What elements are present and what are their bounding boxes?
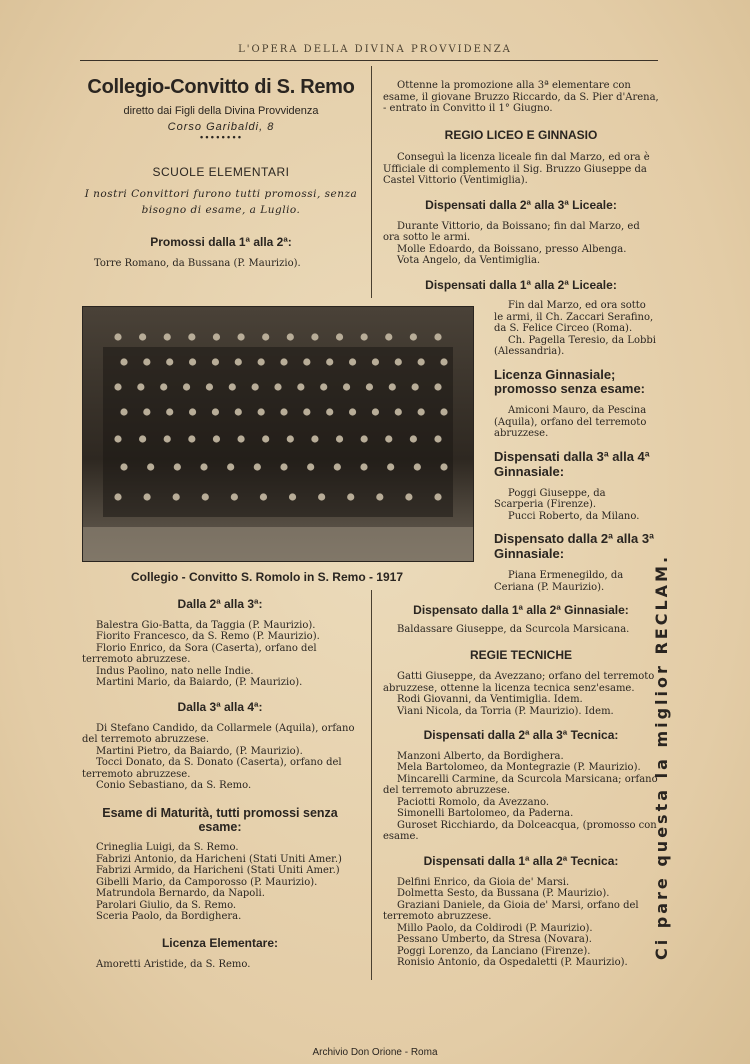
column-rule-bottom (371, 590, 372, 980)
list-item: Crineglia Luigi, da S. Remo. (96, 842, 239, 854)
photo-face (307, 463, 314, 470)
masthead-title: Collegio-Convitto di S. Remo (87, 76, 355, 98)
photo-face (166, 408, 173, 415)
photo-face (143, 408, 150, 415)
heading-1-2-ginnasiale: Dispensato dalla 1ª alla 2ª Ginnasiale: (413, 603, 629, 617)
photo-face (139, 333, 146, 340)
photo-face (252, 383, 259, 390)
list-item: Fabrizi Armido, da Haricheni (Stati Uniti Amer.) (96, 865, 340, 877)
photo-face (347, 493, 354, 500)
photo-face (303, 408, 310, 415)
left-column-bottom (82, 598, 358, 970)
list-item: Amoretti Aristide, da S. Remo. (96, 958, 251, 970)
list-item: Indus Paolino, nato nelle Indie. (96, 665, 254, 677)
list-item: Mincarelli Carmine, da Scurcola Marsicana; orfano del terremoto abruzzese. (383, 773, 658, 797)
photo-face (114, 435, 121, 442)
photo-face (280, 408, 287, 415)
photo-face (274, 383, 281, 390)
heading-licenza-ginnasiale: Licenza Ginnasiale; promosso senza esame: (494, 366, 646, 397)
list-item: Dolmetta Sesto, da Bussana (P. Maurizio). (397, 888, 610, 900)
list-item: Graziani Daniele, da Gioia de' Marsi, orfano del terremoto abruzzese. (383, 899, 639, 923)
top-rule (80, 60, 658, 61)
photo-face (114, 383, 121, 390)
photo-face (336, 435, 343, 442)
heading-1-2-tecnica: Dispensati dalla 1ª alla 2ª Tecnica: (423, 853, 619, 868)
list-item: Poggi Lorenzo, da Lanciano (Firenze). (397, 945, 591, 957)
photo-face (434, 383, 441, 390)
list-2-3 (82, 620, 358, 689)
list-item: Florio Enrico, da Sora (Caserta), orfano del terremoto abruzzese. (82, 642, 317, 666)
heading-regie-tecniche: REGIE TECNICHE (469, 648, 572, 663)
photo-face (237, 333, 244, 340)
list-item: Vota Angelo, da Ventimiglia. (397, 255, 541, 267)
photo-face (164, 435, 171, 442)
photo-face (343, 383, 350, 390)
photo-face (139, 435, 146, 442)
photo-face (147, 463, 154, 470)
group-photo-illustration (83, 307, 473, 561)
heading-3-4-ginnasiale: Dispensati dalla 3ª alla 4ª Ginnasiale: (494, 448, 650, 479)
list-item: Tocci Donato, da S. Donato (Caserta), orfano del terremoto abruzzese. (82, 757, 342, 780)
photo-face (326, 358, 333, 365)
list-item: Di Stefano Candido, da Collarmele (Aquila), orfano del terremoto abruzzese. (82, 722, 355, 746)
heading-3-4: Dalla 3ª alla 4ª: (177, 699, 263, 714)
photo-face (376, 493, 383, 500)
photo-caption: Collegio - Convitto S. Romolo in S. Remo - 1917 (130, 570, 404, 584)
left-column-top (80, 66, 362, 269)
photo-face (360, 463, 367, 470)
photo-face (418, 358, 425, 365)
photo-face (213, 435, 220, 442)
photo-face (440, 408, 447, 415)
heading-2-3-tecnica: Dispensati dalla 2ª alla 3ª Tecnica: (423, 728, 619, 743)
photo-face (418, 408, 425, 415)
footer-archive: Archivio Don Orione - Roma (312, 1047, 438, 1058)
photo-face (287, 333, 294, 340)
photo-face (410, 435, 417, 442)
photo-face (235, 358, 242, 365)
heading-2-3: Dalla 2ª alla 3ª: (177, 597, 263, 611)
photo-face (114, 493, 121, 500)
photo-face (311, 333, 318, 340)
photo-face (361, 333, 368, 340)
photo-face (410, 333, 417, 340)
list-item: Fabrizi Antonio, da Haricheni (Stati Uniti Amer.) (96, 853, 342, 865)
photo-face (414, 463, 421, 470)
photo-face (189, 358, 196, 365)
list-item: Piana Ermenegildo, da Ceriana (P. Maurizio). (494, 570, 624, 593)
photo-face (412, 383, 419, 390)
list-item: Guroset Ricchiardo, da Dolceacqua, (promosso con esame. (383, 819, 657, 843)
photo-face (237, 435, 244, 442)
list-item: Conio Sebastiano, da S. Remo. (96, 780, 252, 792)
photo-face (320, 383, 327, 390)
photo-face (229, 383, 236, 390)
photo-face (440, 463, 447, 470)
photo-face (166, 358, 173, 365)
photo-face (280, 358, 287, 365)
right-column-bottom (383, 604, 659, 969)
photo-face (372, 358, 379, 365)
photo-face (387, 463, 394, 470)
list-item: Mela Bartolomeo, da Montegrazie (P. Maurizio). (397, 762, 641, 774)
list-item: Viani Nicola, da Torria (P. Maurizio). Idem. (397, 705, 614, 717)
photo-face (349, 408, 356, 415)
heading-licenza-elementare: Licenza Elementare: (161, 935, 279, 950)
photo-face (189, 408, 196, 415)
photo-face (289, 493, 296, 500)
photo-face (366, 383, 373, 390)
side-banner: Ci pare questa la miglior RECLAM. (652, 553, 671, 960)
photo-face (227, 463, 234, 470)
list-item: Ch. Pagella Teresio, da Lobbi (Alessandria). (494, 334, 656, 357)
list-item: Martini Pietro, da Baiardo, (P. Maurizio). (96, 745, 303, 757)
list-item: Molle Edoardo, da Boissano, presso Albenga. (397, 243, 627, 255)
photo-face (385, 333, 392, 340)
photo-face (260, 493, 267, 500)
list-tecniche (383, 671, 659, 717)
photo-face (389, 383, 396, 390)
masthead-subtitle: diretto dai Figli della Divina Provvidenza (123, 105, 319, 117)
list-item: Ronisio Antonio, da Ospedaletti (P. Maurizio). (397, 957, 628, 969)
photo-face (440, 358, 447, 365)
photo-face (202, 493, 209, 500)
photo-face (395, 358, 402, 365)
right-column-narrow (494, 300, 658, 593)
heading-scuole-elementari: SCUOLE ELEMENTARI (152, 164, 290, 179)
photo-face (385, 435, 392, 442)
photo-face (405, 493, 412, 500)
list-maturita (82, 842, 358, 923)
list-item: Pucci Roberto, da Milano. (508, 510, 640, 522)
heading-promossi-1-2: Promossi dalla 1ª alla 2ª: (150, 234, 292, 249)
list-item: Rodi Giovanni, da Ventimiglia. Idem. (397, 694, 583, 706)
list-item: Gatti Giuseppe, da Avezzano; orfano del terremoto abruzzese, ottenne la licenza tecnica senz'esame. (383, 671, 655, 694)
photo-face (143, 358, 150, 365)
photo-face (287, 435, 294, 442)
photo-face (188, 333, 195, 340)
heading-2-3-liceale: Dispensati dalla 2ª alla 3ª Liceale: (425, 197, 617, 212)
list-item: Torre Romano, da Bussana (P. Maurizio). (94, 257, 301, 269)
photo-face (188, 435, 195, 442)
photo-face (212, 408, 219, 415)
photo-face (361, 435, 368, 442)
right-column-top (383, 66, 659, 292)
photo-face (235, 408, 242, 415)
group-photo (82, 306, 474, 562)
list-item: Martini Mario, da Baiardo, (P. Maurizio). (96, 677, 303, 689)
photo-face (262, 333, 269, 340)
masthead-address: Corso Garibaldi, 8 (167, 120, 275, 133)
photo-face (114, 333, 121, 340)
heading-regio-liceo: REGIO LICEO E GINNASIO (444, 127, 598, 142)
photo-face (303, 358, 310, 365)
list-item: Gibelli Mario, da Camporosso (P. Maurizio). (96, 876, 318, 888)
list-item: Millo Paolo, da Coldirodi (P. Maurizio). (397, 922, 593, 934)
ornament-divider: ∙∙∙∙∙∙∙∙ (199, 133, 243, 144)
list-item: Matrundola Bernardo, da Napoli. (96, 888, 265, 900)
photo-face (174, 463, 181, 470)
heading-maturita: Esame di Maturità, tutti promossi senza esame: (102, 805, 338, 834)
list-item: Sceria Paolo, da Bordighera. (96, 911, 242, 923)
photo-face (231, 493, 238, 500)
photo-face (183, 383, 190, 390)
photo-face (120, 408, 127, 415)
photo-face (173, 493, 180, 500)
photo-face (372, 408, 379, 415)
list-item: Amiconi Mauro, da Pescina (Aquila), orfano del terremoto abruzzese. (494, 405, 647, 440)
photo-face (143, 493, 150, 500)
heading-2-3-ginnasiale: Dispensato dalla 2ª alla 3ª Ginnasiale: (494, 531, 654, 562)
photo-face (206, 383, 213, 390)
list-3-4 (82, 723, 358, 792)
photo-face (212, 358, 219, 365)
photo-face (164, 333, 171, 340)
photo-face (326, 408, 333, 415)
list-item: Fin dal Marzo, ed ora sotto le armi, il Ch. Zaccari Serafino, da S. Felice Circeo (Roma). (494, 300, 654, 334)
list-item: Delfini Enrico, da Gioia de' Marsi. (397, 876, 570, 888)
photo-face (213, 333, 220, 340)
list-2-3-tecnica (383, 751, 659, 843)
photo-face (311, 435, 318, 442)
list-item: Baldassare Giuseppe, da Scurcola Marsicana. (397, 623, 630, 635)
photo-face (120, 463, 127, 470)
running-head: L'OPERA DELLA DIVINA PROVVIDENZA (238, 44, 512, 55)
photo-face (262, 435, 269, 442)
photo-face (336, 333, 343, 340)
intro-paragraph: Ottenne la promozione alla 3ª elementare con esame, il giovane Bruzzo Riccardo, da S. Pier d'Arena, - entrato in Convitto il 1° Giugno. (383, 80, 659, 114)
photo-face (200, 463, 207, 470)
photo-face (434, 493, 441, 500)
list-1-2-tecnica (383, 877, 659, 969)
list-item: Durante Vittorio, da Boissano; fin dal Marzo, ed ora sotto le armi. (383, 220, 640, 244)
list-item: Poggi Giuseppe, da Scarperia (Firenze). (494, 487, 606, 511)
photo-face (395, 408, 402, 415)
photo-face (160, 383, 167, 390)
photo-face (254, 463, 261, 470)
photo-face (318, 493, 325, 500)
photo-face (434, 333, 441, 340)
list-item: Simonelli Bartolomeo, da Paderna. (397, 808, 574, 820)
note-promossi-luglio: I nostri Convittori furono tutti promossi, senza bisogno di esame, a Luglio. (84, 188, 358, 216)
photo-face (349, 358, 356, 365)
list-item: Balestra Gio-Batta, da Taggia (P. Maurizio). (96, 619, 316, 631)
list-item: Parolari Giulio, da S. Remo. (96, 899, 237, 911)
photo-face (258, 358, 265, 365)
list-item: Manzoni Alberto, da Bordighera. (397, 750, 564, 762)
heading-1-2-liceale: Dispensati dalla 1ª alla 2ª Liceale: (425, 277, 617, 292)
photo-face (120, 358, 127, 365)
column-rule-top (371, 66, 372, 298)
list-item: Pessano Umberto, da Stresa (Novara). (397, 934, 592, 946)
photo-face (280, 463, 287, 470)
list-item: Paciotti Romolo, da Avezzano. (397, 796, 549, 808)
photo-face (334, 463, 341, 470)
list-item: Fiorito Francesco, da S. Remo (P. Maurizio). (96, 631, 320, 643)
photo-face (434, 435, 441, 442)
liceo-paragraph: Conseguì la licenza liceale fin dal Marzo, ed ora è Ufficiale di complemento il Sig. Bruzzo Giuseppe da Castel Vittorio (Ventimiglia). (383, 152, 650, 187)
photo-face (258, 408, 265, 415)
photo-face (137, 383, 144, 390)
photo-face (297, 383, 304, 390)
